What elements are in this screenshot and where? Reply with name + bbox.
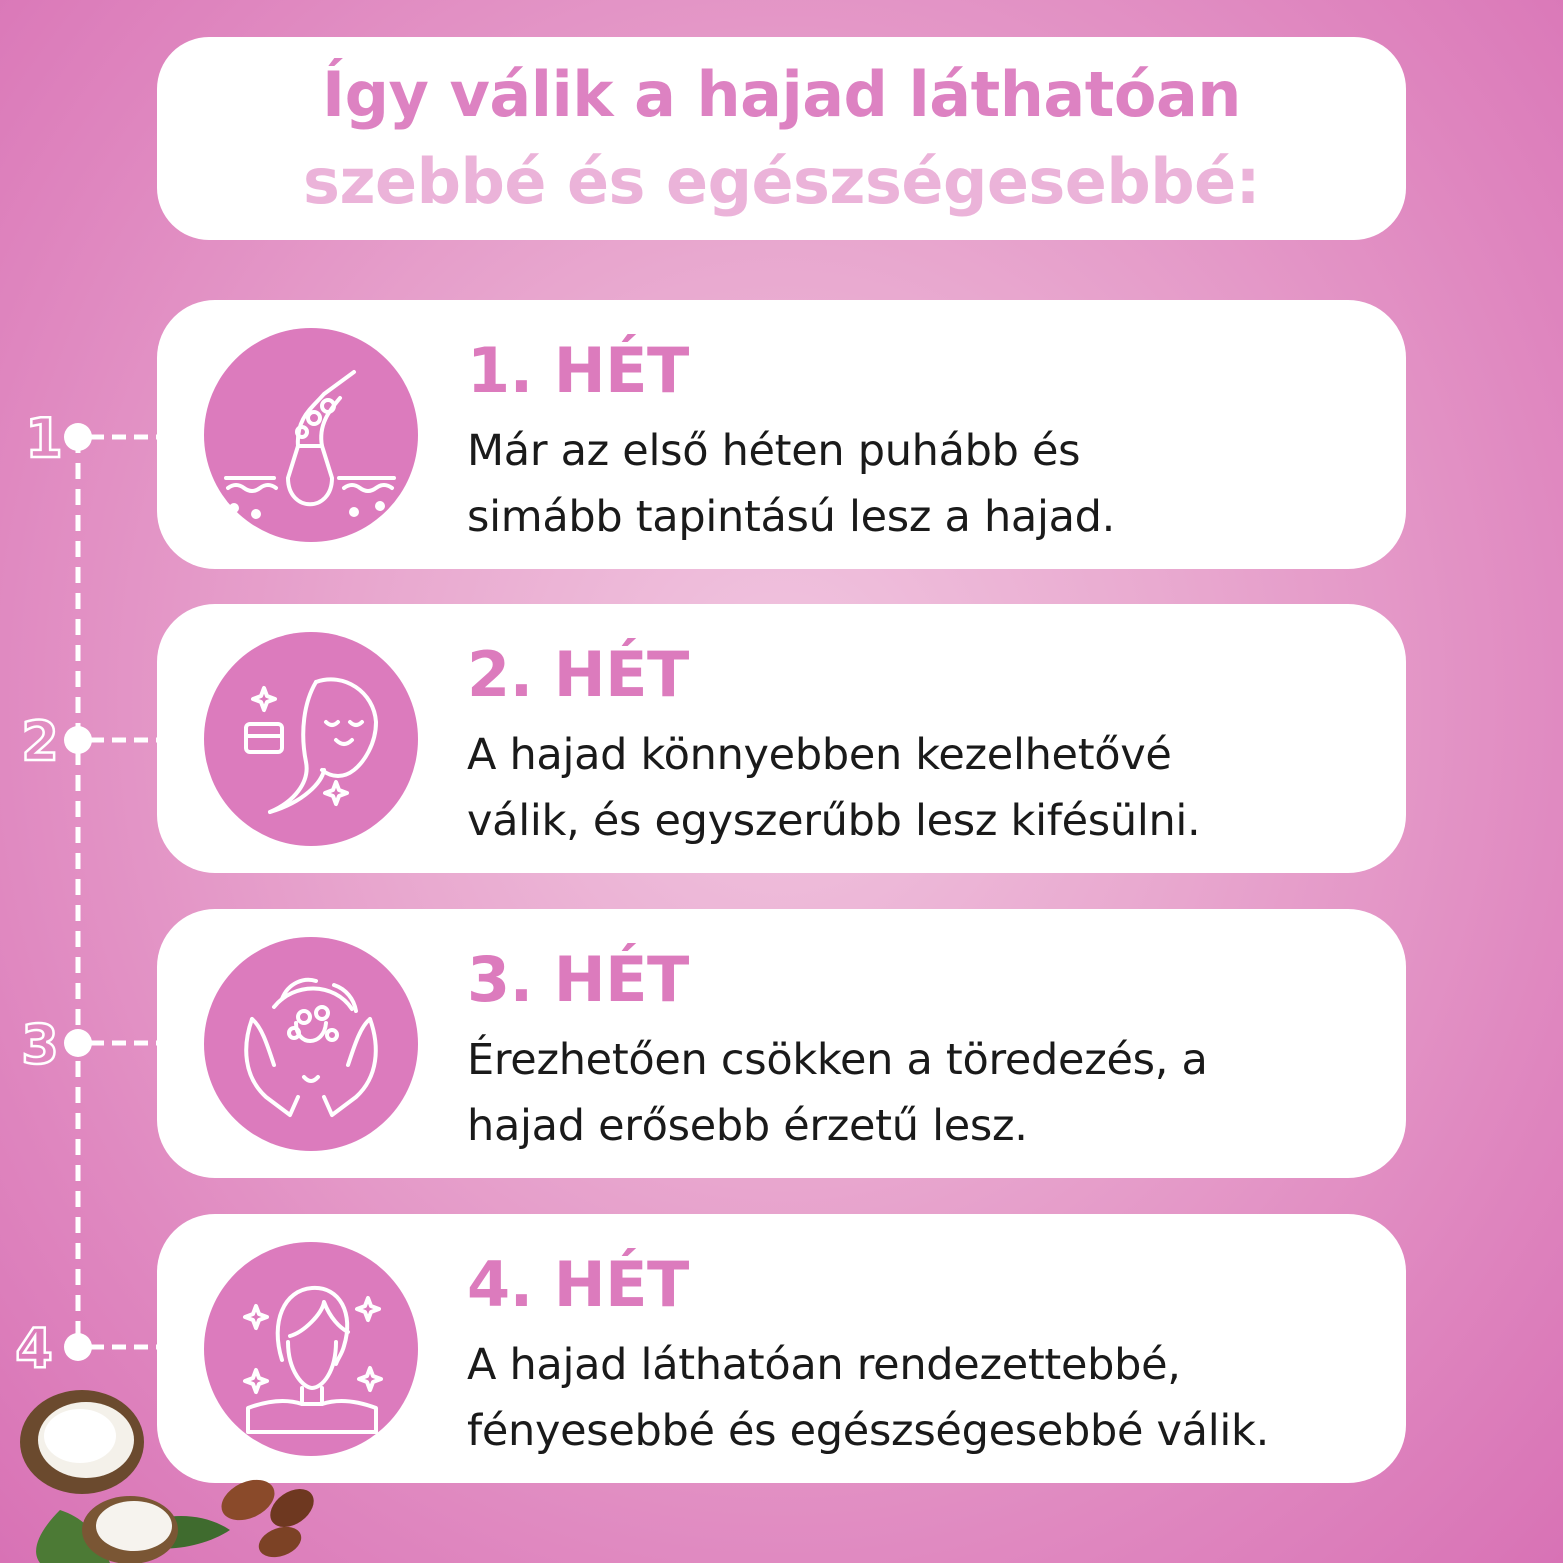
step-week-1: 1. HÉT — [467, 334, 689, 407]
step-week-4: 4. HÉT — [467, 1248, 689, 1321]
step-card-1 — [157, 300, 1406, 569]
timeline-node-1 — [25, 407, 157, 470]
step-card-2 — [157, 604, 1406, 873]
timeline-node-4 — [15, 1317, 157, 1380]
step-description-2 — [467, 722, 1387, 854]
coconut-cocoa-image — [0, 1390, 330, 1563]
step-description-1-line-2: simább tapintású lesz a hajad. — [467, 492, 1116, 542]
step-description-4-line-1: A hajad láthatóan rendezettebbé, — [467, 1340, 1181, 1390]
hair-washing-hands-icon — [204, 937, 418, 1151]
step-description-4-line-2: fényesebbé és egészségesebbé válik. — [467, 1406, 1269, 1456]
title-box — [157, 37, 1406, 240]
timeline-number-4: 4 — [15, 1317, 53, 1380]
woman-hair-cream-icon — [204, 632, 418, 846]
step-description-4 — [467, 1332, 1387, 1464]
step-description-3-line-1: Érezhetően csökken a töredezés, a — [467, 1035, 1208, 1085]
step-description-3 — [467, 1027, 1387, 1159]
timeline-graphic — [0, 0, 160, 1563]
step-card-3 — [157, 909, 1406, 1178]
title-line-1: Így válik a hajad láthatóan — [322, 57, 1241, 131]
timeline-node-2 — [21, 710, 157, 773]
step-description-3-line-2: hajad erősebb érzetű lesz. — [467, 1101, 1028, 1151]
step-description-2-line-1: A hajad könnyebben kezelhetővé — [467, 730, 1172, 780]
step-week-2: 2. HÉT — [467, 638, 689, 711]
hair-follicle-icon — [204, 328, 418, 542]
step-description-2-line-2: válik, és egyszerűbb lesz kifésülni. — [467, 796, 1201, 846]
timeline-node-3 — [21, 1013, 157, 1076]
timeline-number-3: 3 — [21, 1013, 59, 1076]
step-card-4 — [157, 1214, 1406, 1483]
timeline-number-2: 2 — [21, 710, 59, 773]
coconut-cocoa-decoration — [0, 1390, 330, 1563]
timeline-number-1: 1 — [25, 407, 63, 470]
step-description-1 — [467, 418, 1387, 550]
step-week-3: 3. HÉT — [467, 943, 689, 1016]
timeline — [0, 0, 160, 1563]
step-description-1-line-1: Már az első héten puhább és — [467, 426, 1081, 476]
title-line-2: szebbé és egészségesebbé: — [303, 144, 1260, 218]
